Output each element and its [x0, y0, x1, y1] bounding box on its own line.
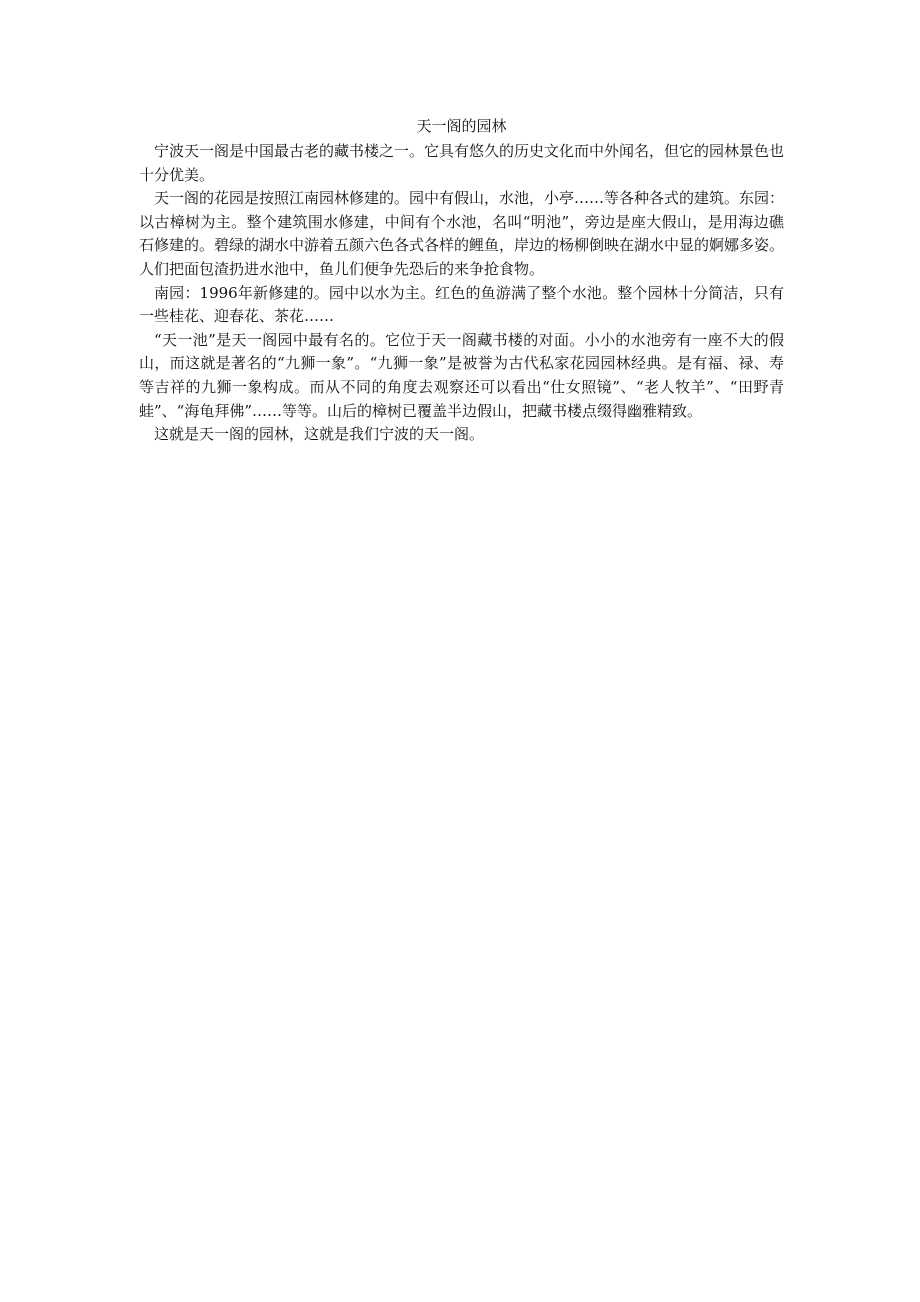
paragraph-east-garden: 天一阁的花园是按照江南园林修建的。园中有假山，水池，小亭……等各种各式的建筑。东园：以古樟树为主。整个建筑围水修建，中间有个水池，名叫“明池”，旁边是座大假山，是用海边礁石修建的。碧绿的湖水中游着五颜六色各式各样的鲤鱼，岸边的杨柳倒映在湖水中显的婀娜多姿。人们把面包渣扔进水池中，鱼儿们便争先恐后的来争抢食物。 — [139, 189, 785, 278]
paragraph-tianyi-pond: “天一池”是天一阁园中最有名的。它位于天一阁藏书楼的对面。小小的水池旁有一座不大的假山，而这就是著名的“九狮一象”。“九狮一象”是被誉为古代私家花园园林经典。是有福、禄、寿等吉祥的九狮一象构成。而从不同的角度去观察还可以看出“仕女照镜”、“老人牧羊”、“田野青蛙”、“海龟拜佛”……等等。山后的樟树已覆盖半边假山，把藏书楼点缀得幽雅精致。 — [139, 330, 784, 420]
paragraph-conclusion: 这就是天一阁的园林，这就是我们宁波的天一阁。 — [154, 425, 485, 444]
paragraph-south-garden: 南园：1996年新修建的。园中以水为主。红色的鱼游满了整个水池。整个园林十分简洁，只有一些桂花、迎春花、茶花…… — [139, 283, 784, 326]
paragraph-intro: 宁波天一阁是中国最古老的藏书楼之一。它具有悠久的历史文化而中外闻名，但它的园林景色也十分优美。 — [139, 142, 785, 184]
document-title: 天一阁的园林 — [416, 117, 507, 135]
document-body — [139, 112, 784, 447]
